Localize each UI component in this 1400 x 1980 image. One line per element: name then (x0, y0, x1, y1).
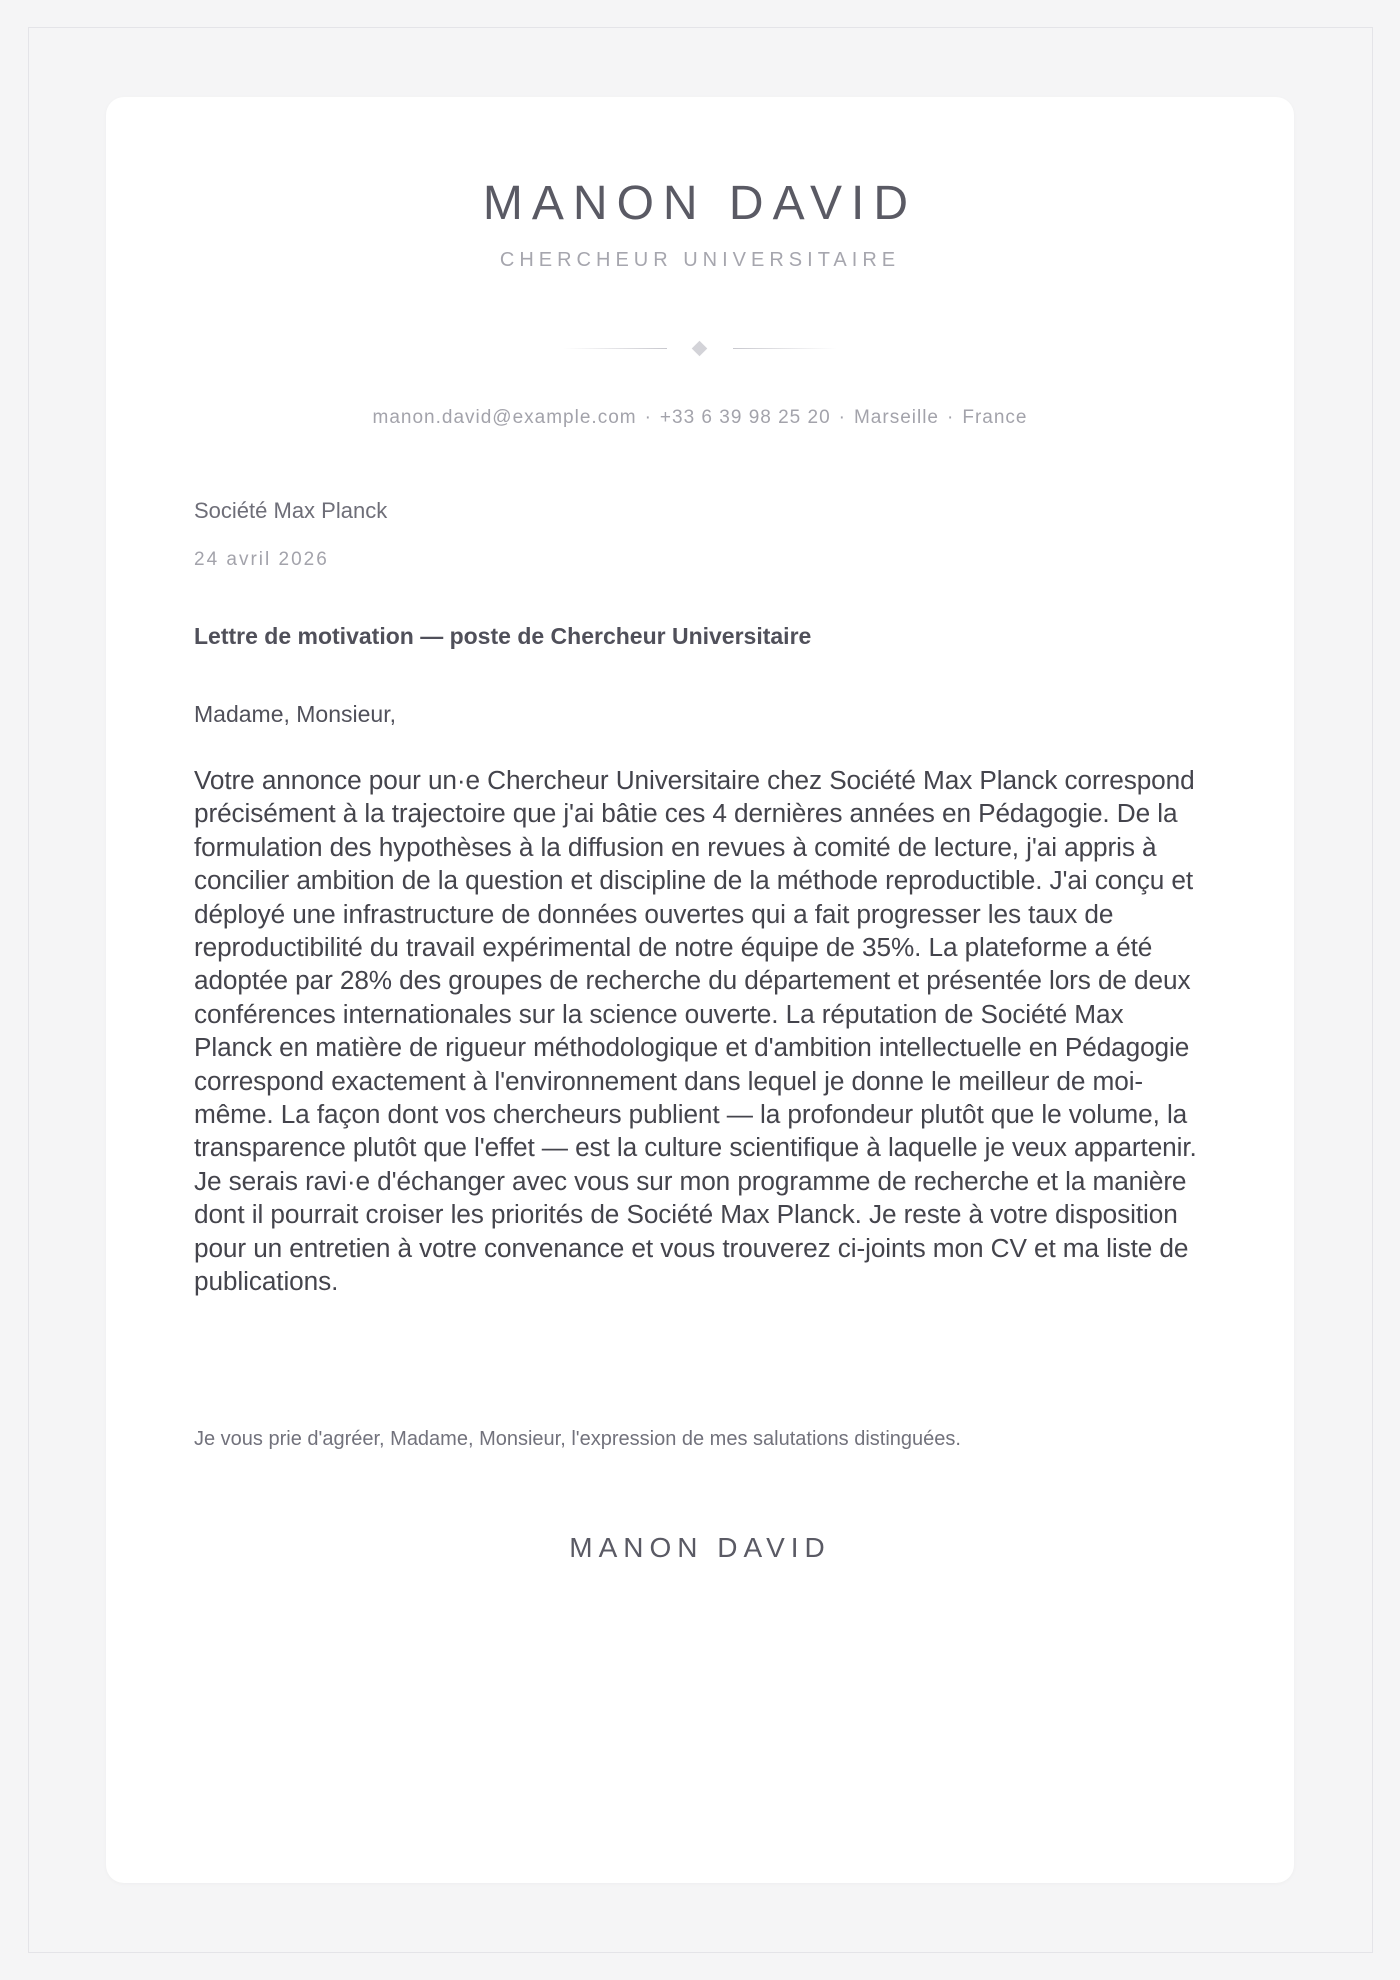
sender-name: MANON DAVID (482, 177, 918, 230)
contact-separator: · (644, 407, 652, 428)
divider-ornament (563, 341, 837, 357)
contact-country: France (962, 407, 1028, 428)
sender-role: CHERCHEUR UNIVERSITAIRE (499, 249, 901, 271)
contact-email[interactable]: manon.david@example.com (372, 407, 637, 428)
contact-separator: · (947, 407, 955, 428)
signature: MANON DAVID (569, 1532, 831, 1563)
contact-phone[interactable]: +33 6 39 98 25 20 (659, 407, 831, 428)
letter-body: Votre annonce pour un·e Chercheur Universitaire chez Société Max Planck correspond précisément à la trajectoire que j'ai bâtie ces 4 dernières années en Pédagogie. De la formulation des hypothèses à la diffusion en revues à comité de lecture, j'ai appris à concilier ambition de la question et discipline de la méthode reproductible. J'ai conçu et déployé une infrastructure de données ouvertes qui a fait progresser les taux de reproductibilité du travail expérimental de notre équipe de 35%. La plateforme a été adoptée par 28% des groupes de recherche du département et présentée lors de deux conférences internationales sur la science ouverte. La réputation de Société Max Planck en matière de rigueur méthodologique et d'ambition intellectuelle en Pédagogie correspond exactement à l'environnement dans lequel je donne le meilleur de moi-même. La façon dont vos chercheurs publient — la profondeur plutôt que le volume, la transparence plutôt que l'effet — est la culture scientifique à laquelle je veux appartenir. Je serais ravi·e d'échanger avec vous sur mon programme de recherche et la manière dont il pourrait croiser les priorités de Société Max Planck. Je reste à votre disposition pour un entretien à votre convenance et vous trouverez ci-joints mon CV et ma liste de publications. (194, 765, 1197, 1297)
letter-subject: Lettre de motivation — poste de Chercheur Universitaire (194, 623, 812, 649)
closing-formula: Je vous prie d'agréer, Madame, Monsieur, l'expression de mes salutations distinguées. (194, 1428, 961, 1450)
contact-line (0, 406, 1400, 430)
salutation: Madame, Monsieur, (194, 701, 396, 727)
letter-date: 24 avril 2026 (194, 549, 329, 570)
diamond-icon (692, 341, 708, 357)
divider-line-right (733, 348, 837, 349)
contact-city: Marseille (853, 407, 940, 428)
divider-line-left (563, 348, 667, 349)
recipient: Société Max Planck (194, 498, 388, 523)
contact-separator: · (838, 407, 846, 428)
